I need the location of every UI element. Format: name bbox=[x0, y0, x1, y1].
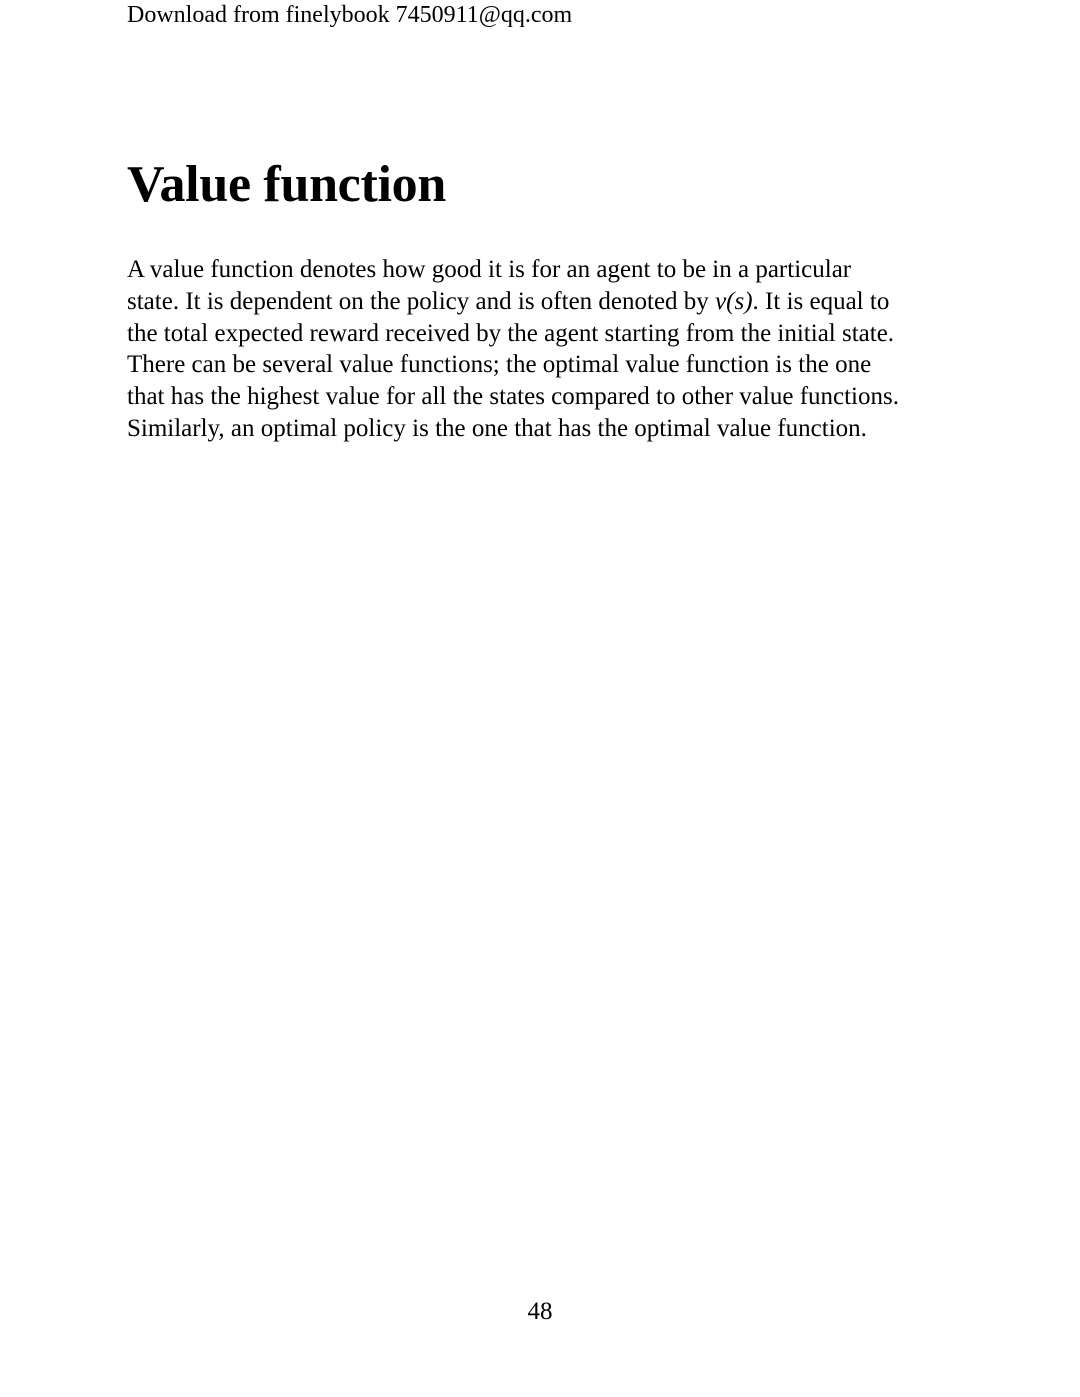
paragraph-line-3: the total expected reward received by the agent starting from the initial state. bbox=[127, 319, 895, 347]
paragraph-line-1: A value function denotes how good it is for an agent to be in a particular bbox=[127, 256, 852, 283]
body-paragraph bbox=[127, 254, 967, 445]
page-number: 48 bbox=[527, 1298, 553, 1325]
paragraph-line-2-end: . It is equal to bbox=[752, 287, 890, 315]
section-title: Value function bbox=[127, 156, 446, 213]
paragraph-line-2 bbox=[127, 286, 967, 318]
download-notice: Download from finelybook 7450911@qq.com bbox=[127, 2, 573, 28]
paragraph-line-2-start: state. It is dependent on the policy and is often denoted by bbox=[127, 287, 716, 315]
paragraph-line-4: There can be several value functions; the optimal value function is the one bbox=[127, 351, 872, 379]
paragraph-line-6: Similarly, an optimal policy is the one that has the optimal value function. bbox=[127, 414, 867, 442]
paragraph-line-5: that has the highest value for all the states compared to other value functions. bbox=[127, 383, 899, 411]
value-function-notation: v(s) bbox=[715, 287, 753, 315]
